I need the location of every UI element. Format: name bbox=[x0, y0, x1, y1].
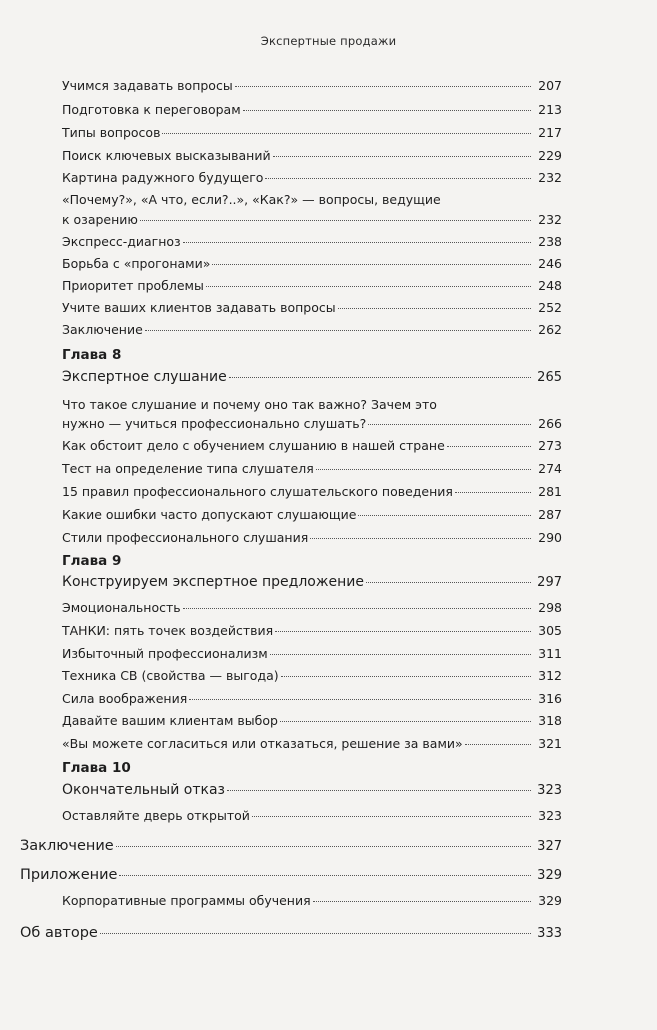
leader-dots bbox=[270, 654, 531, 655]
toc-entry-page: 305 bbox=[538, 623, 562, 638]
toc-entry-wrapped-line1[interactable]: Что такое слушание и почему оно так важно? Зачем это bbox=[62, 397, 437, 412]
toc-entry-page: 287 bbox=[538, 507, 562, 522]
leader-dots bbox=[119, 875, 531, 876]
toc-entry-title: Эмоциональность bbox=[62, 600, 181, 615]
toc-entry-title: Экспресс-диагноз bbox=[62, 234, 181, 249]
toc-entry[interactable] bbox=[62, 461, 562, 476]
toc-entry-title: Борьба с «прогонами» bbox=[62, 256, 211, 271]
toc-entry-page: 229 bbox=[538, 148, 562, 163]
toc-entry[interactable] bbox=[62, 713, 562, 728]
toc-entry-page: 217 bbox=[538, 125, 562, 140]
toc-entry[interactable] bbox=[62, 668, 562, 683]
toc-entry-title: Техника СВ (свойства — выгода) bbox=[62, 668, 279, 683]
leader-dots bbox=[447, 446, 531, 447]
leader-dots bbox=[116, 846, 531, 847]
leader-dots bbox=[162, 133, 531, 134]
running-head: Экспертные продажи bbox=[260, 34, 397, 48]
leader-dots bbox=[235, 86, 531, 87]
toc-entry[interactable] bbox=[62, 212, 562, 227]
chapter-label: Глава 8 bbox=[62, 347, 122, 363]
toc-entry-title: Давайте вашим клиентам выбор bbox=[62, 713, 278, 728]
toc-entry-page: 248 bbox=[538, 278, 562, 293]
toc-entry-page: 298 bbox=[538, 600, 562, 615]
toc-entry-title: Учимся задавать вопросы bbox=[62, 78, 233, 93]
toc-entry[interactable] bbox=[62, 322, 562, 337]
toc-entry-title: Корпоративные программы обучения bbox=[62, 893, 311, 908]
toc-entry-title: 15 правил профессионального слушательского поведения bbox=[62, 484, 453, 499]
toc-entry-page: 318 bbox=[538, 713, 562, 728]
leader-dots bbox=[368, 424, 531, 425]
toc-entry-title: Поиск ключевых высказываний bbox=[62, 148, 271, 163]
toc-top-title: Об авторе bbox=[20, 925, 98, 941]
toc-entry-title: «Вы можете согласиться или отказаться, решение за вами» bbox=[62, 736, 463, 751]
toc-entry-title: Учите ваших клиентов задавать вопросы bbox=[62, 300, 336, 315]
toc-entry-title: Заключение bbox=[62, 322, 143, 337]
toc-entry-title: ТАНКИ: пять точек воздействия bbox=[62, 623, 274, 638]
leader-dots bbox=[145, 330, 531, 331]
toc-entry-page: 312 bbox=[538, 668, 562, 683]
toc-top-page: 329 bbox=[537, 868, 562, 883]
leader-dots bbox=[358, 515, 531, 516]
chapter-title-entry[interactable] bbox=[62, 782, 562, 798]
toc-entry-page: 273 bbox=[538, 438, 562, 453]
toc-entry[interactable] bbox=[62, 691, 562, 706]
toc-entry[interactable] bbox=[62, 736, 562, 751]
toc-entry-title: Как обстоит дело с обучением слушанию в нашей стране bbox=[62, 438, 445, 453]
leader-dots bbox=[338, 308, 531, 309]
leader-dots bbox=[100, 933, 531, 934]
toc-entry-title: Стили профессионального слушания bbox=[62, 530, 309, 545]
chapter-page: 323 bbox=[537, 783, 562, 798]
leader-dots bbox=[465, 744, 531, 745]
toc-entry-page: 316 bbox=[538, 691, 562, 706]
toc-top-page: 333 bbox=[537, 926, 562, 941]
toc-entry-page: 232 bbox=[538, 170, 562, 185]
toc-entry[interactable] bbox=[62, 893, 562, 908]
chapter-page: 297 bbox=[537, 575, 562, 590]
toc-entry-title: Сила воображения bbox=[62, 691, 188, 706]
leader-dots bbox=[366, 582, 531, 583]
toc-entry[interactable] bbox=[62, 438, 562, 453]
toc-entry[interactable] bbox=[62, 234, 562, 249]
toc-entry-page: 321 bbox=[538, 736, 562, 751]
leader-dots bbox=[273, 156, 531, 157]
toc-entry[interactable] bbox=[62, 256, 562, 271]
chapter-title: Конструируем экспертное предложение bbox=[62, 574, 364, 590]
toc-entry-title: Оставляйте дверь открытой bbox=[62, 808, 250, 823]
toc-entry-page: 290 bbox=[538, 530, 562, 545]
toc-entry-title: Типы вопросов bbox=[62, 125, 161, 140]
toc-entry[interactable] bbox=[62, 530, 562, 545]
chapter-label: Глава 9 bbox=[62, 553, 122, 569]
toc-entry-page: 281 bbox=[538, 484, 562, 499]
toc-entry-title: Тест на определение типа слушателя bbox=[62, 461, 314, 476]
toc-entry-page: 252 bbox=[538, 300, 562, 315]
toc-entry-page: 323 bbox=[538, 808, 562, 823]
toc-entry-page: 213 bbox=[538, 102, 562, 117]
leader-dots bbox=[227, 790, 531, 791]
toc-entry[interactable] bbox=[62, 416, 562, 431]
toc-entry[interactable] bbox=[62, 78, 562, 93]
toc-entry-title: к озарению bbox=[62, 212, 138, 227]
toc-entry[interactable] bbox=[62, 507, 562, 522]
leader-dots bbox=[140, 220, 531, 221]
leader-dots bbox=[243, 110, 531, 111]
toc-entry-page: 207 bbox=[538, 78, 562, 93]
toc-entry-page: 232 bbox=[538, 212, 562, 227]
toc-top-entry[interactable] bbox=[20, 867, 562, 883]
leader-dots bbox=[229, 377, 531, 378]
toc-entry-title: Приоритет проблемы bbox=[62, 278, 204, 293]
toc-entry-page: 274 bbox=[538, 461, 562, 476]
toc-entry[interactable] bbox=[62, 300, 562, 315]
leader-dots bbox=[212, 264, 531, 265]
leader-dots bbox=[281, 676, 531, 677]
leader-dots bbox=[265, 178, 531, 179]
toc-entry[interactable] bbox=[62, 808, 562, 823]
toc-entry-wrapped-line1[interactable]: «Почему?», «А что, если?..», «Как?» — вопросы, ведущие bbox=[62, 192, 441, 207]
toc-top-entry[interactable] bbox=[20, 838, 562, 854]
toc-entry-page: 329 bbox=[538, 893, 562, 908]
toc-entry-title: Избыточный профессионализм bbox=[62, 646, 268, 661]
toc-top-title: Заключение bbox=[20, 838, 114, 854]
leader-dots bbox=[316, 469, 531, 470]
toc-entry[interactable] bbox=[62, 148, 562, 163]
leader-dots bbox=[252, 816, 531, 817]
toc-entry[interactable] bbox=[62, 600, 562, 615]
toc-entry[interactable] bbox=[62, 170, 562, 185]
leader-dots bbox=[280, 721, 531, 722]
toc-entry-title: Картина радужного будущего bbox=[62, 170, 264, 185]
leader-dots bbox=[313, 901, 531, 902]
toc-entry[interactable] bbox=[62, 102, 562, 117]
toc-entry-title: Какие ошибки часто допускают слушающие bbox=[62, 507, 357, 522]
leader-dots bbox=[183, 242, 531, 243]
toc-entry[interactable] bbox=[62, 623, 562, 638]
toc-top-page: 327 bbox=[537, 839, 562, 854]
chapter-label: Глава 10 bbox=[62, 760, 131, 776]
toc-entry[interactable] bbox=[62, 646, 562, 661]
toc-entry-page: 262 bbox=[538, 322, 562, 337]
chapter-title-entry[interactable] bbox=[62, 574, 562, 590]
toc-entry-title: нужно — учиться профессионально слушать? bbox=[62, 416, 367, 431]
toc-entry[interactable] bbox=[62, 278, 562, 293]
chapter-title-entry[interactable] bbox=[62, 369, 562, 385]
chapter-page: 265 bbox=[537, 370, 562, 385]
toc-entry[interactable] bbox=[62, 125, 562, 140]
toc-entry[interactable] bbox=[62, 484, 562, 499]
toc-top-title: Приложение bbox=[20, 867, 118, 883]
chapter-title: Окончательный отказ bbox=[62, 782, 225, 798]
toc-entry-page: 311 bbox=[538, 646, 562, 661]
toc-entry-page: 266 bbox=[538, 416, 562, 431]
chapter-title: Экспертное слушание bbox=[62, 369, 227, 385]
toc-entry-title: Подготовка к переговорам bbox=[62, 102, 241, 117]
toc-entry-page: 238 bbox=[538, 234, 562, 249]
toc-top-entry[interactable] bbox=[20, 925, 562, 941]
toc-entry-page: 246 bbox=[538, 256, 562, 271]
leader-dots bbox=[455, 492, 531, 493]
leader-dots bbox=[189, 699, 531, 700]
leader-dots bbox=[310, 538, 531, 539]
leader-dots bbox=[206, 286, 531, 287]
leader-dots bbox=[275, 631, 531, 632]
leader-dots bbox=[183, 608, 531, 609]
